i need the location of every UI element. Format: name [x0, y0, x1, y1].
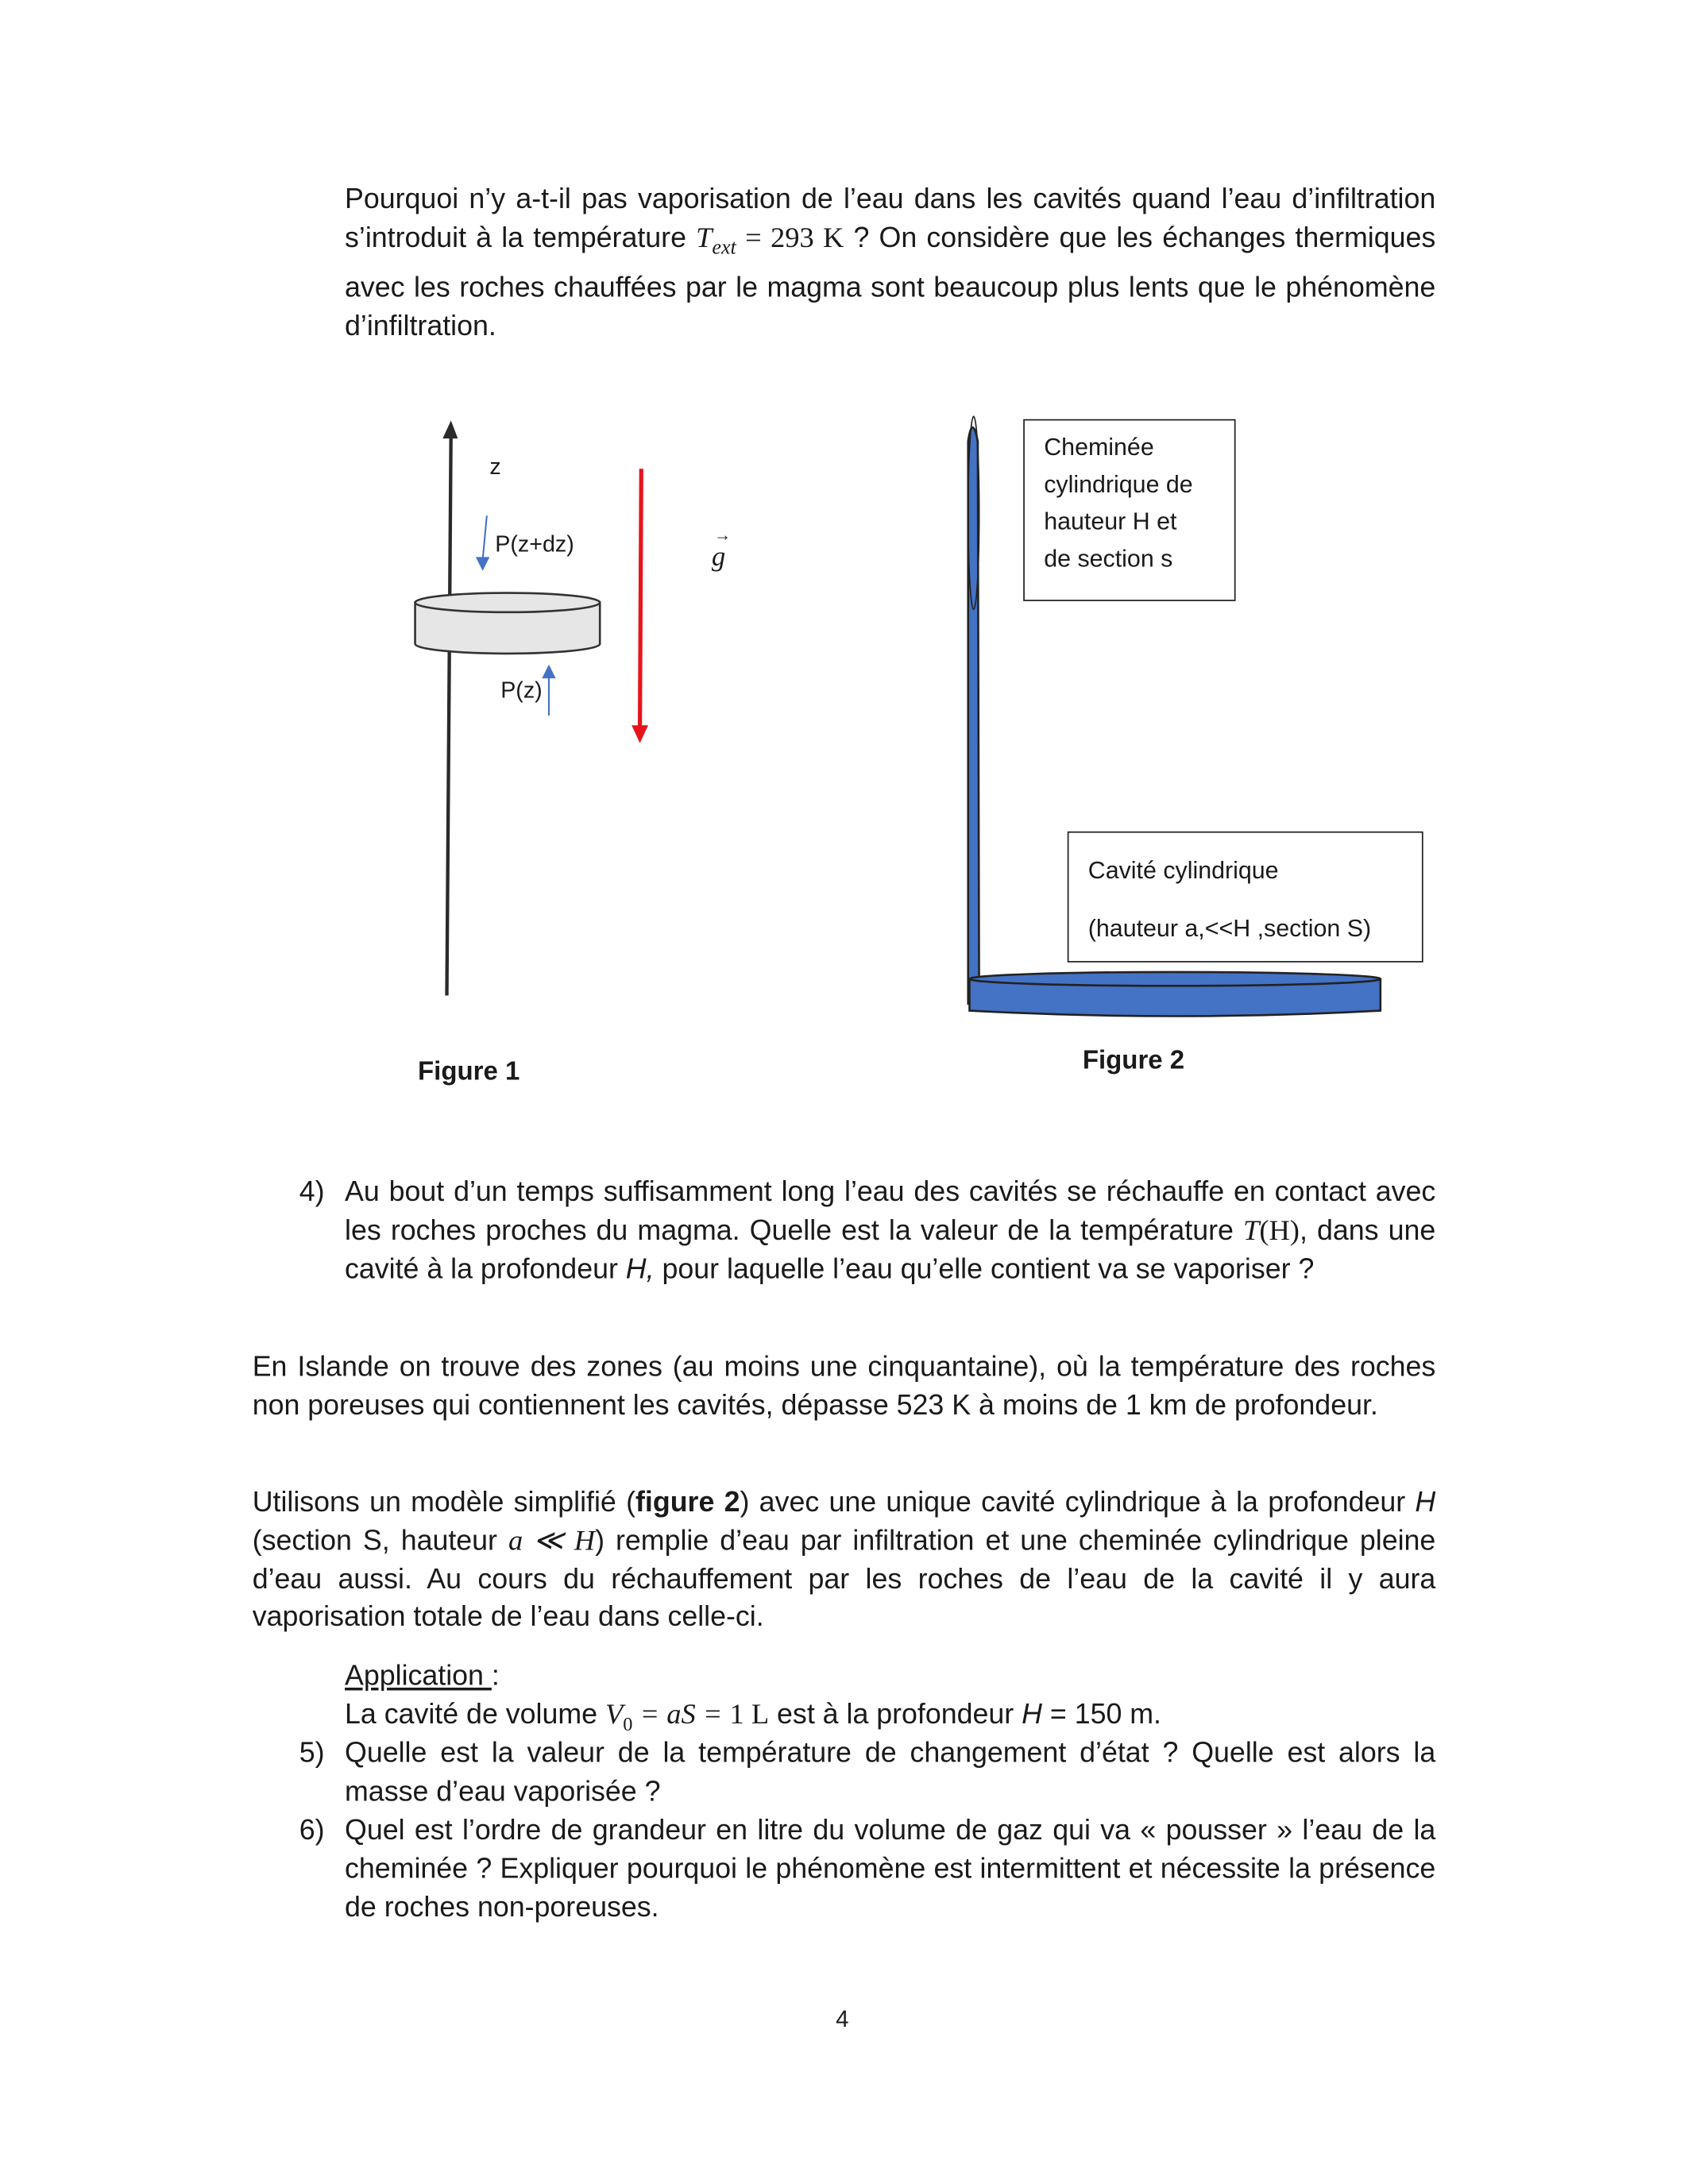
model-text-3: (section S, hauteur — [252, 1524, 508, 1557]
figure-1-caption: Figure 1 — [418, 1057, 520, 1087]
application-text-2: est à la profondeur — [769, 1698, 1022, 1731]
application-text: La cavité de volume — [345, 1698, 605, 1731]
q4-text-2: , dans une cavité à la profondeur — [345, 1214, 1436, 1285]
chimney-label-line: de section s — [1044, 544, 1173, 573]
math-value: 1 L — [729, 1696, 770, 1731]
gravity-arrow — [632, 469, 648, 743]
application-colon: : — [491, 1660, 500, 1692]
question-6-text: Quel est l’ordre de grandeur en litre du volume de gaz qui va « pousser » l’eau de la cheminée ? Expliquer pourquoi le phénomène est intermittent et nécessite la présence de roches non-poreuses. — [345, 1814, 1436, 1924]
chimney-label-line: hauteur H et — [1044, 507, 1177, 535]
chimney-label-line: Cheminée — [1044, 433, 1154, 461]
page-number: 4 — [836, 2006, 849, 2033]
math-T: T — [696, 220, 713, 254]
cavity-label-line: (hauteur a,<<H ,section S) — [1087, 914, 1372, 942]
question-4-number: 4) — [299, 1175, 325, 1208]
chimney-label-line: cylindrique de — [1044, 470, 1193, 498]
cavity-label-line: Cavité cylindrique — [1087, 856, 1279, 884]
math-a-ll-H: a ≪ H — [508, 1523, 596, 1557]
math-sub-0: 0 — [623, 1715, 633, 1736]
model-text-4: ) remplie d’eau par infiltration et une cheminée cylindrique pleine d’eau aussi. Au cours du réchauffement par les roches de l’eau de la cavité il y aura vaporisation totale de l’eau dans celle-ci. — [252, 1524, 1436, 1634]
question-5-number: 5) — [299, 1737, 325, 1769]
g-symbol: g — [711, 542, 726, 573]
math-H: (H) — [1259, 1213, 1300, 1247]
question-4-text — [345, 1173, 1435, 1288]
chimney-label-box — [1023, 419, 1235, 601]
model-paragraph — [253, 1484, 1436, 1637]
z-axis-label: z — [489, 454, 501, 480]
fluid-disk — [415, 593, 601, 654]
cavity — [969, 972, 1380, 1017]
z-axis — [442, 421, 458, 996]
q4-text-3: pour laquelle l’eau qu’elle contient va se vaporiser ? — [654, 1252, 1315, 1285]
gravity-vector-label — [711, 525, 732, 573]
cavity-label-box — [1068, 832, 1423, 963]
chimney — [968, 416, 979, 1004]
pressure-bottom-arrow — [542, 665, 555, 716]
application-block — [345, 1657, 1435, 1746]
model-text-2: ) avec une unique cavité cylindrique à la profondeur — [740, 1486, 1416, 1518]
islande-paragraph: En Islande on trouve des zones (au moins une cinquantaine), où la température des roches non poreuses qui contiennent les cavités, dépasse 523 K à moins de 1 km de profondeur. — [252, 1351, 1436, 1422]
question-6-number: 6) — [299, 1814, 325, 1846]
math-T: T — [1243, 1213, 1260, 1247]
question-5-text: Quelle est la valeur de la température de changement d’état ? Quelle est alors la masse d’eau vaporisée ? — [345, 1737, 1436, 1808]
model-H: H — [1415, 1486, 1436, 1518]
application-H: H — [1022, 1698, 1042, 1731]
pressure-top-label: P(z+dz) — [495, 532, 574, 558]
figure-ref: figure 2 — [635, 1486, 740, 1518]
intro-text: Pourquoi n’y a-t-il pas vaporisation de l’eau dans les cavités quand l’eau d’infiltration s’introduit à la température — [345, 183, 1436, 254]
application-text-3: = 150 m. — [1041, 1698, 1162, 1731]
q4-text: Au bout d’un temps suffisamment long l’eau des cavités se réchauffe en contact avec les roches proches du magma. Quelle est la valeur de la température — [345, 1175, 1436, 1247]
vector-arrow-icon: → — [714, 525, 732, 545]
application-title: Application — [345, 1660, 492, 1692]
math-aS: = aS = — [632, 1696, 730, 1731]
math-V: V — [605, 1696, 624, 1731]
model-text: Utilisons un modèle simplifié ( — [252, 1486, 636, 1518]
pressure-top-arrow — [476, 515, 489, 570]
math-value: = 293 K — [736, 220, 844, 254]
figure-2-caption: Figure 2 — [1082, 1046, 1185, 1076]
intro-text-2: ? On considère que les échanges thermiques avec les roches chauffées par le magma sont beaucoup plus lents que le phénomène d’infiltration. — [345, 222, 1436, 341]
pressure-bottom-label: P(z) — [500, 678, 543, 704]
math-sub-ext: ext — [712, 237, 736, 260]
q4-H: H, — [625, 1252, 655, 1285]
